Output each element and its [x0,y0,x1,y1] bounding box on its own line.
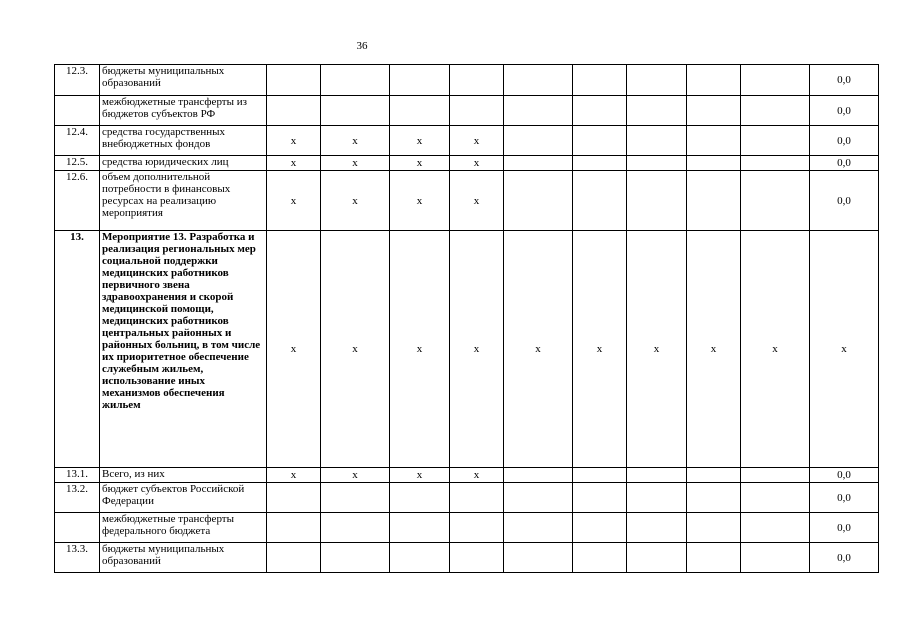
value-cell [741,171,810,231]
value-cell [687,96,741,126]
value-cell [267,483,321,513]
row-name: средства юридических лиц [100,156,267,171]
value-cell [504,543,573,573]
value-cell: х [321,231,390,468]
row-name: межбюджетные трансферты из бюджетов субъектов РФ [100,96,267,126]
value-cell: х [504,231,573,468]
value-cell: х [390,231,450,468]
value-cell [741,543,810,573]
value-cell: 0,0 [810,171,879,231]
value-cell: х [810,231,879,468]
row-number: 12.4. [55,126,100,156]
row-number: 12.6. [55,171,100,231]
value-cell [741,156,810,171]
row-number: 13.1. [55,468,100,483]
value-cell [321,65,390,96]
row-number [55,513,100,543]
row-name: бюджет субъектов Российской Федерации [100,483,267,513]
value-cell [504,468,573,483]
value-cell: 0,0 [810,96,879,126]
value-cell [450,513,504,543]
value-cell: х [321,171,390,231]
value-cell: х [450,171,504,231]
table-row [55,126,879,156]
value-cell: х [321,468,390,483]
table-row [55,468,879,483]
value-cell [504,96,573,126]
table-row [55,156,879,171]
value-cell [687,483,741,513]
value-cell [741,96,810,126]
row-name: Мероприятие 13. Разработка и реализация региональных мер социальной поддержки медицинских работников первичного звена здравоохранения и скорой медицинской помощи, медицинских работников центральных районных и районных больниц, в том числе их приоритетное обеспечение служебным жильем, использование иных механизмов обеспечения жильем [100,231,267,468]
value-cell: х [267,171,321,231]
value-cell [321,483,390,513]
value-cell [390,483,450,513]
value-cell [267,65,321,96]
value-cell [741,483,810,513]
value-cell [573,126,627,156]
value-cell [504,156,573,171]
value-cell [627,468,687,483]
value-cell: 0,0 [810,65,879,96]
value-cell [627,543,687,573]
value-cell: х [687,231,741,468]
value-cell: х [267,156,321,171]
value-cell: х [450,468,504,483]
value-cell: х [390,156,450,171]
row-number: 13. [55,231,100,468]
value-cell: 0,0 [810,468,879,483]
value-cell: х [741,231,810,468]
value-cell [627,171,687,231]
value-cell [627,96,687,126]
value-cell [573,513,627,543]
value-cell [504,126,573,156]
value-cell [687,65,741,96]
value-cell [573,543,627,573]
value-cell [504,171,573,231]
value-cell [504,513,573,543]
value-cell: 0,0 [810,156,879,171]
value-cell [627,65,687,96]
value-cell [390,65,450,96]
value-cell [450,543,504,573]
value-cell [573,483,627,513]
value-cell [573,96,627,126]
value-cell: х [267,231,321,468]
value-cell [573,171,627,231]
table-row [55,231,879,468]
table-row [55,543,879,573]
value-cell [687,156,741,171]
value-cell [687,171,741,231]
value-cell: х [321,156,390,171]
budget-table [54,64,879,573]
value-cell [450,483,504,513]
value-cell [573,156,627,171]
value-cell [741,513,810,543]
table-row [55,171,879,231]
value-cell: х [390,171,450,231]
value-cell [267,513,321,543]
value-cell: х [321,126,390,156]
value-cell [504,65,573,96]
value-cell [627,483,687,513]
value-cell [267,543,321,573]
row-number [55,96,100,126]
value-cell: 0,0 [810,126,879,156]
row-name: межбюджетные трансферты федерального бюджета [100,513,267,543]
value-cell [627,156,687,171]
value-cell [390,513,450,543]
row-name: средства государственных внебюджетных фондов [100,126,267,156]
value-cell [741,65,810,96]
table-row [55,483,879,513]
value-cell: х [450,231,504,468]
value-cell [390,96,450,126]
row-number: 12.5. [55,156,100,171]
row-name: бюджеты муниципальных образований [100,543,267,573]
value-cell: х [390,126,450,156]
value-cell: х [450,126,504,156]
table-row [55,65,879,96]
value-cell: х [450,156,504,171]
value-cell [450,65,504,96]
value-cell [267,96,321,126]
value-cell [741,126,810,156]
value-cell: 0,0 [810,513,879,543]
value-cell: х [627,231,687,468]
value-cell [687,543,741,573]
value-cell [321,513,390,543]
value-cell: 0,0 [810,483,879,513]
value-cell [741,468,810,483]
value-cell [504,483,573,513]
value-cell [450,96,504,126]
value-cell: х [267,126,321,156]
table-row [55,513,879,543]
row-number: 13.3. [55,543,100,573]
row-number: 12.3. [55,65,100,96]
value-cell [573,468,627,483]
value-cell: х [390,468,450,483]
value-cell [627,513,687,543]
value-cell [687,126,741,156]
value-cell: 0,0 [810,543,879,573]
value-cell: х [573,231,627,468]
row-name: бюджеты муниципальных образований [100,65,267,96]
value-cell [321,543,390,573]
value-cell [627,126,687,156]
value-cell [687,468,741,483]
value-cell: х [267,468,321,483]
table-row [55,96,879,126]
page-number: 36 [356,40,368,52]
value-cell [321,96,390,126]
value-cell [390,543,450,573]
row-name: объем дополнительной потребности в финансовых ресурсах на реализацию мероприятия [100,171,267,231]
value-cell [573,65,627,96]
row-name: Всего, из них [100,468,267,483]
value-cell [687,513,741,543]
row-number: 13.2. [55,483,100,513]
